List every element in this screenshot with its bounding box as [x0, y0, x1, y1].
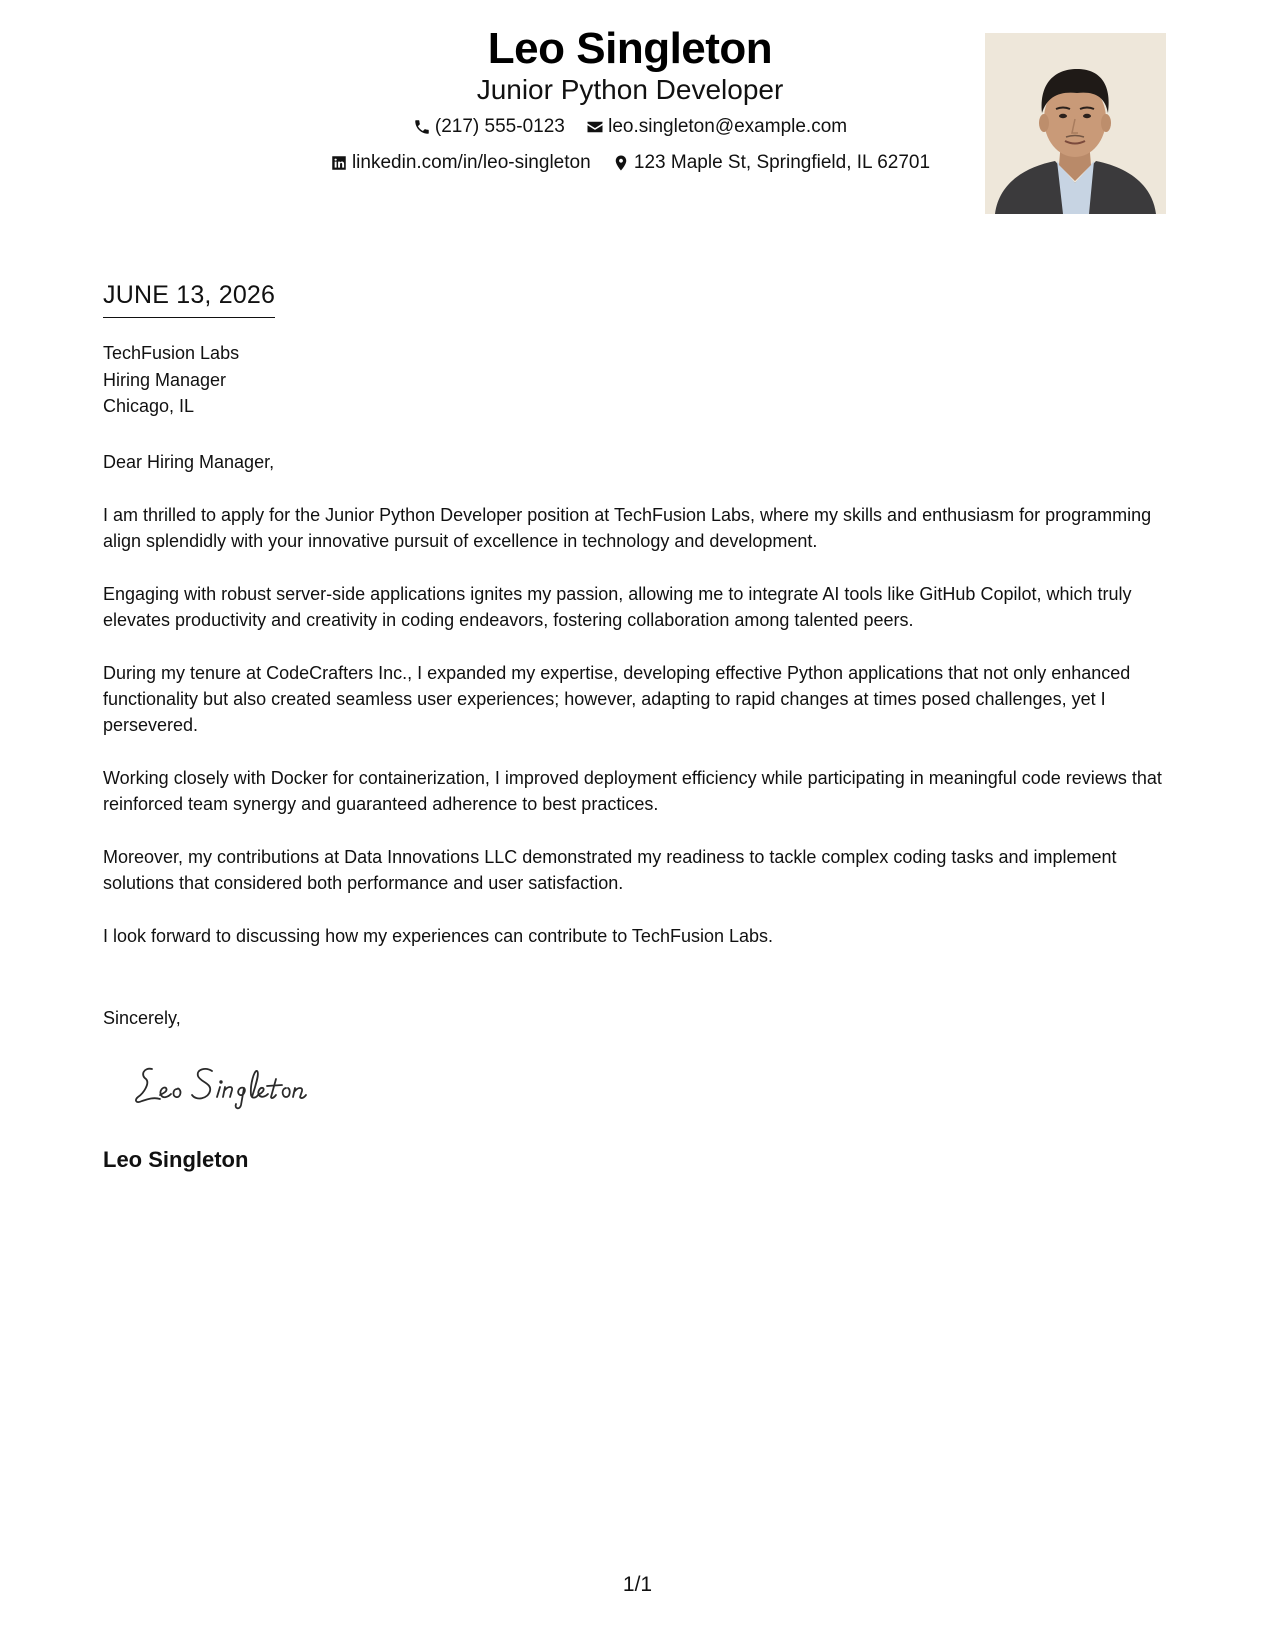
applicant-name: Leo Singleton — [487, 24, 773, 73]
street-address: 123 Maple St, Springfield, IL 62701 — [633, 152, 931, 173]
envelope-icon — [586, 118, 604, 136]
recipient-company: TechFusion Labs — [103, 343, 240, 363]
map-pin-icon — [612, 154, 630, 172]
recipient-role: Hiring Manager — [103, 369, 227, 390]
body-paragraph: I look forward to discussing how my experiences can contribute to TechFusion Labs. — [103, 926, 774, 946]
recipient-location: Chicago, IL — [103, 396, 195, 416]
recipient-block — [103, 340, 239, 420]
contact-address — [612, 151, 930, 175]
linkedin-url: linkedin.com/in/leo-singleton — [351, 152, 591, 173]
handwritten-signature — [130, 1057, 340, 1113]
body-paragraph: I am thrilled to apply for the Junior Python Developer position at TechFusion Labs, where my skills and enthusiasm for programming align splendidly with your innovative pursuit of excellence in technology and development. — [103, 505, 1152, 551]
applicant-job-title: Junior Python Developer — [476, 74, 784, 105]
profile-photo — [985, 33, 1166, 214]
letter-date: JUNE 13, 2026 — [103, 279, 275, 318]
phone-number: (217) 555-0123 — [434, 116, 565, 137]
body-paragraph: During my tenure at CodeCrafters Inc., I expanded my expertise, developing effective Python applications that not only enhanced functionality but also created seamless user experiences; however, adapting to rapid changes at times posed challenges, yet I persevered. — [103, 663, 1131, 735]
letter-body — [103, 449, 1183, 976]
body-paragraph: Moreover, my contributions at Data Innovations LLC demonstrated my readiness to tackle complex coding tasks and implement solutions that considered both performance and user satisfaction. — [103, 847, 1117, 893]
body-paragraph: Working closely with Docker for containerization, I improved deployment efficiency while participating in meaningful code reviews that reinforced team synergy and guaranteed adherence to best practices. — [103, 768, 1162, 814]
signer-name: Leo Singleton — [103, 1147, 249, 1172]
salutation: Dear Hiring Manager, — [103, 452, 275, 472]
closing: Sincerely, — [103, 1008, 181, 1028]
contact-linkedin[interactable] — [330, 151, 591, 175]
contact-phone[interactable] — [413, 115, 565, 139]
contact-email[interactable] — [586, 115, 847, 139]
page-number: 1/1 — [622, 1573, 653, 1596]
body-paragraph: Engaging with robust server-side applications ignites my passion, allowing me to integrate AI tools like GitHub Copilot, which truly elevates productivity and creativity in coding endeavors, fostering collaboration among talented peers. — [103, 584, 1132, 630]
linkedin-icon — [330, 154, 348, 172]
email-address: leo.singleton@example.com — [608, 116, 848, 137]
phone-icon — [413, 118, 431, 136]
